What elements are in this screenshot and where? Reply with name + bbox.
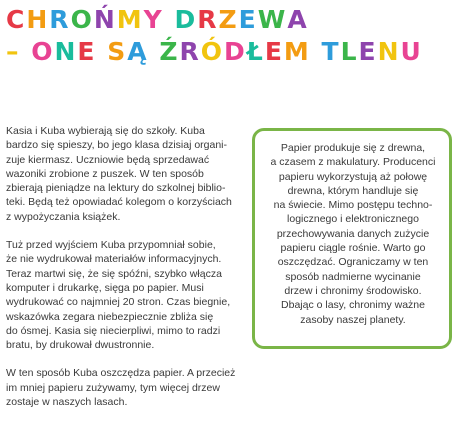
info-line: na świecie. Mimo postępu techno- bbox=[273, 199, 433, 212]
title-line-2 bbox=[6, 36, 470, 68]
title-letter: O bbox=[70, 5, 94, 34]
text-line: wydrukować co najmniej 20 stron. Czas biegnie, bbox=[6, 296, 231, 309]
title-letter: A bbox=[287, 5, 309, 34]
title-letter: Z bbox=[218, 5, 239, 34]
title-letter: M bbox=[283, 37, 311, 66]
title-letter: Ą bbox=[127, 37, 149, 66]
info-line: Papier produkuje się z drewna, bbox=[280, 142, 426, 154]
title-letter bbox=[149, 36, 160, 68]
title-letter: M bbox=[116, 5, 144, 34]
story-paragraph-1 bbox=[6, 124, 232, 224]
title-letter: E bbox=[238, 5, 258, 34]
title-letter: E bbox=[264, 37, 284, 66]
info-line: papieru wykorzystują aż połowę bbox=[278, 170, 428, 183]
title-letter: D bbox=[174, 5, 198, 34]
title-letter: O bbox=[31, 37, 55, 66]
title-letter: Ń bbox=[93, 5, 117, 34]
info-line: przechowywania danych zużycie bbox=[276, 227, 430, 240]
title-letter: L bbox=[340, 37, 359, 66]
title-letter: Ł bbox=[246, 37, 265, 66]
text-line: Kasia i Kuba wybierają się do szkoły. Kuba bbox=[6, 125, 205, 137]
info-line: oszczędzać. Ograniczamy w ten bbox=[277, 256, 429, 269]
text-line: wskazówka zegara niebezpiecznie zbliża się bbox=[6, 310, 214, 323]
title-letter: E bbox=[77, 37, 97, 66]
text-line: bardzo się spieszy, bo jego klasa dzisiaj organi- bbox=[6, 139, 228, 152]
title-letter: Ź bbox=[159, 37, 180, 66]
title-letter: R bbox=[49, 5, 71, 34]
text-line: zbierają pieniądze na lektury do szkolnej biblio- bbox=[6, 182, 226, 195]
text-line: W ten sposób Kuba oszczędza papier. A przecież bbox=[6, 367, 236, 380]
title-letter: N bbox=[54, 37, 78, 66]
title-line-1 bbox=[6, 4, 470, 36]
info-line: Dbając o lasy, chronimy ważne bbox=[281, 299, 425, 312]
story-paragraph-2 bbox=[6, 238, 231, 352]
text-line: bratu, by drukował dwustronnie. bbox=[6, 339, 155, 352]
title-letter: – bbox=[6, 37, 21, 66]
title-letter: R bbox=[179, 37, 201, 66]
text-line: zuje kiermasz. Uczniowie będą sprzedawać bbox=[6, 153, 210, 166]
title-letter: R bbox=[197, 5, 219, 34]
title-letter: U bbox=[400, 37, 423, 66]
info-line: drewna, którym handluje się bbox=[287, 184, 419, 197]
info-line: sposób nadmierne wycinanie bbox=[285, 270, 421, 283]
title-letter: S bbox=[107, 37, 128, 66]
title-letter: E bbox=[358, 37, 378, 66]
title-letter: Y bbox=[143, 5, 164, 34]
text-line: wazoniki zrobione z puszek. W ten sposób bbox=[6, 167, 204, 180]
title-letter: Ó bbox=[200, 37, 224, 66]
title-letter bbox=[311, 36, 322, 68]
story-text bbox=[6, 124, 236, 423]
text-line: Tuż przed wyjściem Kuba przypomniał sobie, bbox=[6, 239, 216, 252]
text-line: z wypożyczania książek. bbox=[6, 210, 121, 223]
info-line: drzew i chronimy środowisko. bbox=[284, 284, 422, 297]
title-letter: T bbox=[321, 37, 341, 66]
info-line: zasoby naszej planety. bbox=[300, 313, 406, 326]
story-paragraph-3 bbox=[6, 366, 236, 409]
title-letter bbox=[97, 36, 108, 68]
text-line: komputer i drukarkę, sięga po papier. Musi bbox=[6, 281, 204, 294]
info-box bbox=[252, 128, 452, 349]
title-letter: C bbox=[6, 5, 27, 34]
text-line: zostaje w naszych lasach. bbox=[6, 396, 128, 409]
info-line: a czasem z makulatury. Producenci bbox=[270, 156, 436, 169]
info-line: logicznego i elektronicznego bbox=[287, 213, 419, 226]
title-letter: W bbox=[257, 5, 288, 34]
text-line: Teraz martwi się, że się spóźni, szybko włącza bbox=[6, 267, 222, 280]
title-letter: D bbox=[223, 37, 247, 66]
title-letter: N bbox=[377, 37, 401, 66]
text-line: teki. Będą też opowiadać kolegom o korzyściach bbox=[6, 196, 232, 209]
title-letter bbox=[21, 36, 32, 68]
text-line: im mniej papieru zużywamy, tym więcej drzew bbox=[6, 381, 220, 394]
info-line: papieru ciągle rośnie. Warto go bbox=[280, 242, 426, 255]
page-title bbox=[6, 4, 470, 68]
title-letter bbox=[164, 4, 175, 36]
title-letter: H bbox=[26, 5, 50, 34]
text-line: że nie wydrukował materiałów informacyjnych. bbox=[6, 253, 222, 266]
text-line: do ósmej. Kasia się niecierpliwi, mimo to radzi bbox=[6, 324, 221, 337]
